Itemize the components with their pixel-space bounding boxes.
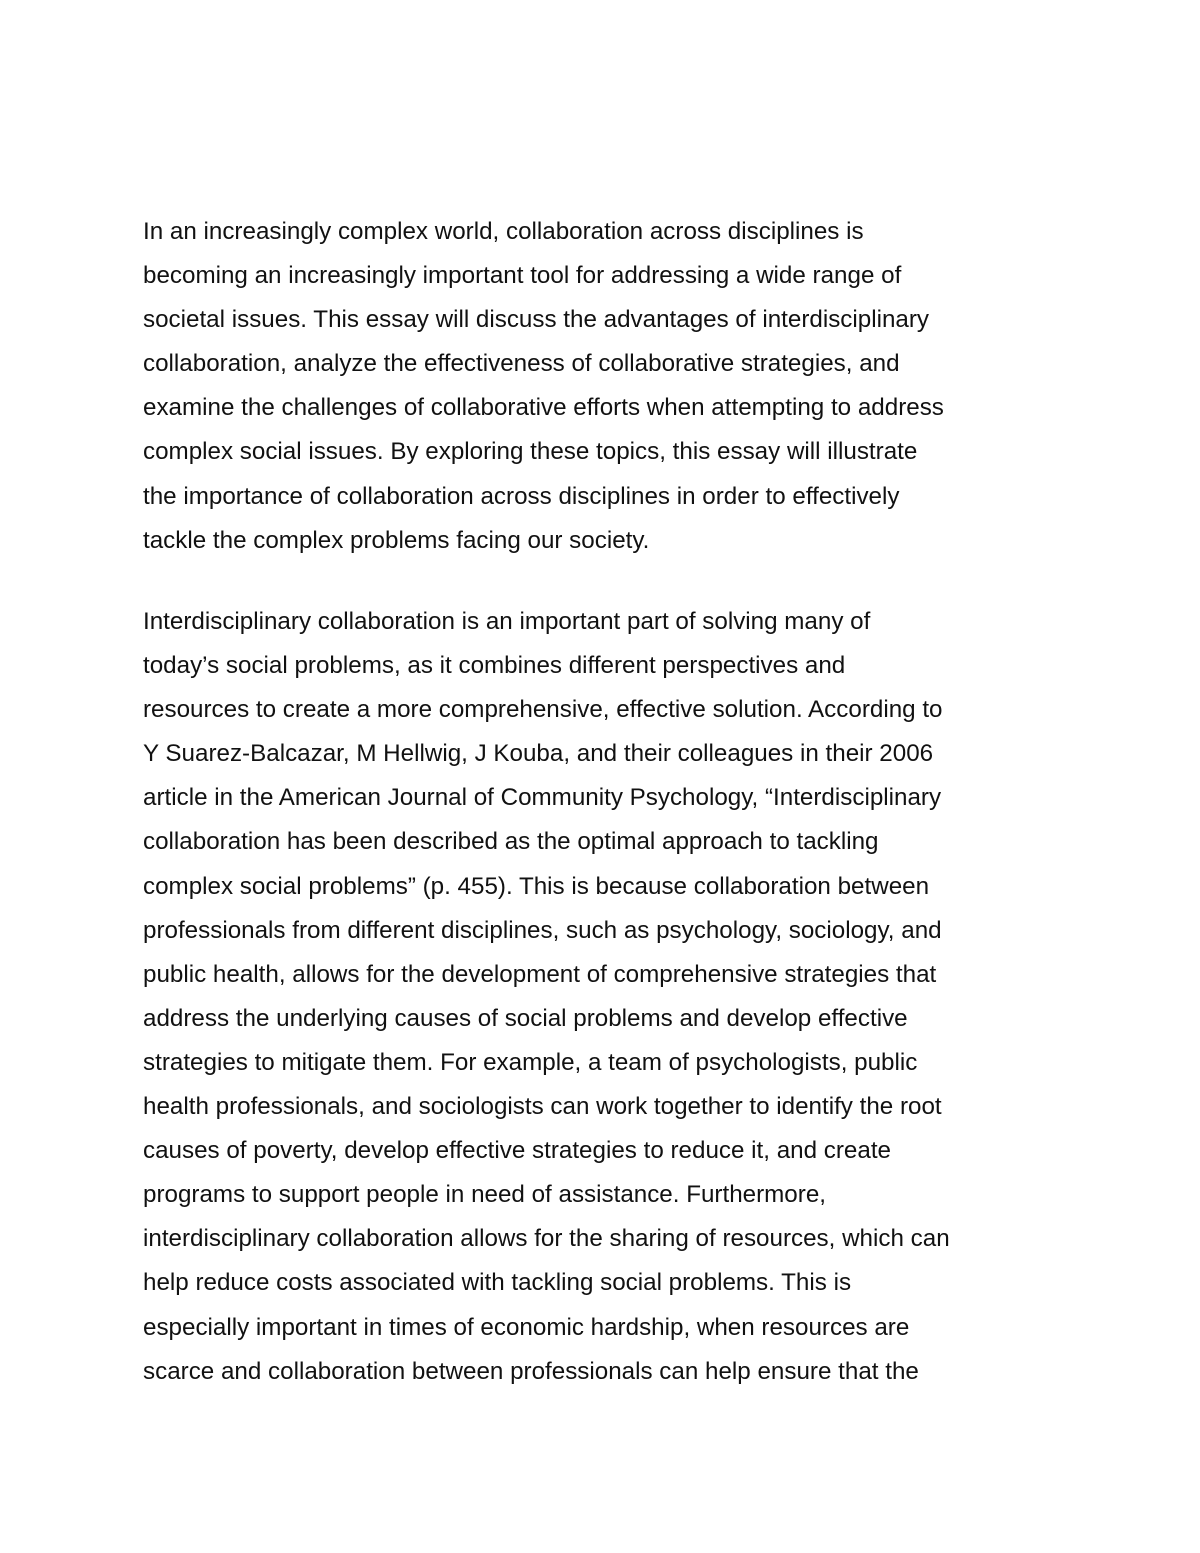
text-line: today’s social problems, as it combines different perspectives and: [143, 652, 846, 680]
text-line: causes of poverty, develop effective strategies to reduce it, and create: [143, 1137, 892, 1165]
text-line: becoming an increasingly important tool for addressing a wide range of: [143, 262, 902, 290]
text-line: the importance of collaboration across disciplines in order to effectively: [143, 482, 900, 510]
text-line: complex social issues. By exploring these topics, this essay will illustrate: [143, 438, 918, 466]
text-line: Interdisciplinary collaboration is an important part of solving many of: [143, 608, 871, 635]
text-line: strategies to mitigate them. For example, a team of psychologists, public: [143, 1048, 918, 1076]
text-line: complex social problems” (p. 455). This is because collaboration between: [143, 872, 930, 900]
text-line: public health, allows for the development of comprehensive strategies that: [143, 960, 937, 988]
text-line: collaboration, analyze the effectiveness of collaborative strategies, and: [143, 350, 900, 378]
text-line: address the underlying causes of social problems and develop effective: [143, 1004, 908, 1032]
text-line: In an increasingly complex world, collaboration across disciplines is: [143, 218, 864, 245]
paragraph-introduction: [143, 210, 1083, 563]
text-line: health professionals, and sociologists can work together to identify the root: [143, 1093, 942, 1121]
text-line: professionals from different disciplines, such as psychology, sociology, and: [143, 916, 942, 944]
text-line: scarce and collaboration between professionals can help ensure that the: [143, 1357, 919, 1385]
text-line: programs to support people in need of assistance. Furthermore,: [143, 1181, 826, 1209]
text-line: societal issues. This essay will discuss the advantages of interdisciplinary: [143, 306, 930, 334]
text-line: interdisciplinary collaboration allows for the sharing of resources, which can: [143, 1225, 950, 1253]
text-line: collaboration has been described as the optimal approach to tackling: [143, 828, 879, 856]
text-line: especially important in times of economic hardship, when resources are: [143, 1313, 910, 1341]
text-line: help reduce costs associated with tackling social problems. This is: [143, 1269, 852, 1297]
text-line: Y Suarez-Balcazar, M Hellwig, J Kouba, and their colleagues in their 2006: [143, 740, 934, 768]
text-line: tackle the complex problems facing our society.: [143, 526, 650, 554]
text-line: examine the challenges of collaborative efforts when attempting to address: [143, 394, 944, 422]
paragraph-body: [143, 600, 1083, 1394]
text-line: resources to create a more comprehensive, effective solution. According to: [143, 696, 943, 724]
text-line: article in the American Journal of Community Psychology, “Interdisciplinary: [143, 784, 942, 812]
